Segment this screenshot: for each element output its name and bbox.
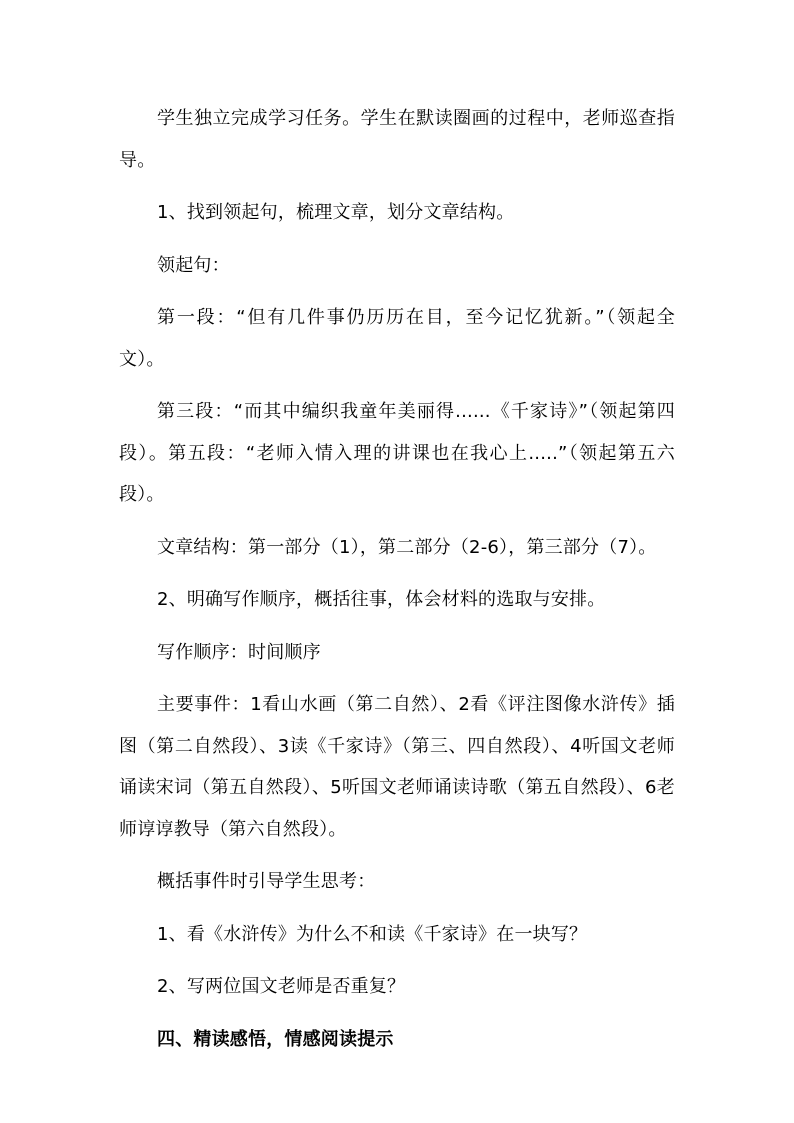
document-body xyxy=(119,98,675,1071)
paragraph-main-events: 主要事件：1看山水画（第二自然）、2看《评注图像水浒传》插图（第二自然段）、3读《千家诗》（第三、四自然段）、4听国文老师诵读宋词（第五自然段）、5听国文老师诵读诗歌（第五自然段）、6老师谆谆教导（第六自然段）。 xyxy=(119,694,675,840)
paragraph-question-1: 1、看《水浒传》为什么不和读《千家诗》在一块写？ xyxy=(157,923,588,945)
section-heading: 四、精读感悟，情感阅读提示 xyxy=(157,1028,394,1050)
paragraph-leading-sentence-label: 领起句： xyxy=(157,254,230,276)
paragraph-writing-order: 写作顺序：时间顺序 xyxy=(157,641,321,663)
paragraph-third-fifth-section: 第三段：“而其中编织我童年美丽得......《千家诗》”（领起第四段）。第五段：“老师入情入理的讲课也在我心上.....”（领起第五六段）。 xyxy=(119,401,675,505)
paragraph-step-1: 1、找到领起句，梳理文章，划分文章结构。 xyxy=(157,202,515,223)
paragraph-guidance: 概括事件时引导学生思考： xyxy=(157,871,376,892)
paragraph-step-2: 2、明确写作顺序，概括往事，体会材料的选取与安排。 xyxy=(157,589,606,610)
paragraph-structure: 文章结构：第一部分（1），第二部分（2-6），第三部分（7）。 xyxy=(157,536,657,558)
paragraph-first-section: 第一段：“但有几件事仍历历在目，至今记忆犹新。”（领起全文）。 xyxy=(119,307,675,370)
paragraph-task-intro: 学生独立完成学习任务。学生在默读圈画的过程中，老师巡查指导。 xyxy=(119,108,675,171)
paragraph-question-2: 2、写两位国文老师是否重复？ xyxy=(157,976,406,997)
